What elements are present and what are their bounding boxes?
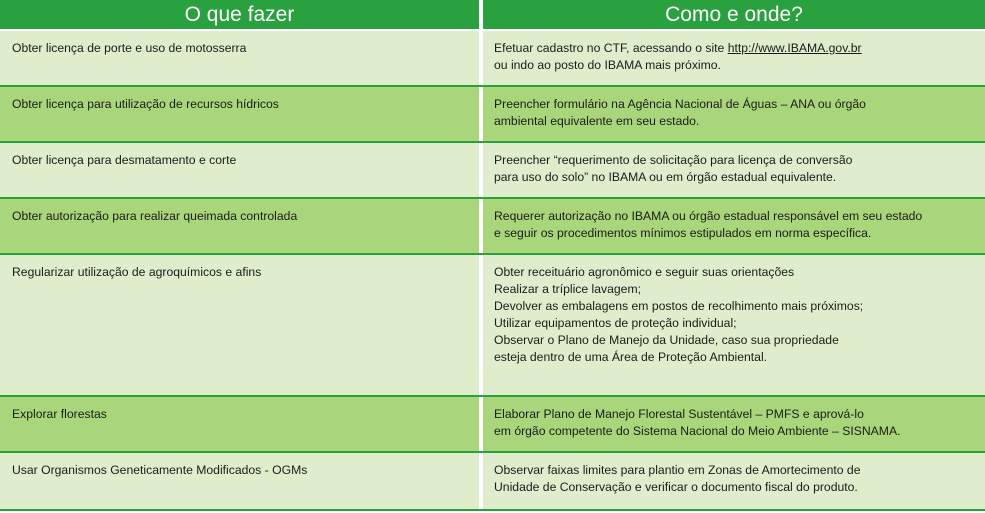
cell-how: Preencher “requerimento de solicitação para licença de conversão para uso do solo” no IBAMA ou em órgão estadual equivalente. (483, 143, 985, 197)
cell-what: Explorar florestas (0, 397, 479, 451)
header-how-and-where: Como e onde? (483, 0, 985, 29)
cell-what: Obter licença para desmatamento e corte (0, 143, 479, 197)
table-row (0, 199, 985, 253)
table-row (0, 31, 985, 85)
ibama-link[interactable]: http://www.IBAMA.gov.br (727, 41, 862, 55)
cell-what: Usar Organismos Geneticamente Modificados - OGMs (0, 453, 479, 509)
cell-how: Preencher formulário na Agência Nacional de Águas – ANA ou órgão ambiental equivalente em seu estado. (483, 87, 985, 141)
table-row (0, 453, 985, 509)
cell-how: Requerer autorização no IBAMA ou órgão estadual responsável em seu estado e seguir os procedimentos mínimos estipulados em norma específica. (483, 199, 985, 253)
cell-what: Regularizar utilização de agroquímicos e afins (0, 255, 479, 395)
cell-how: Observar faixas limites para plantio em Zonas de Amortecimento de Unidade de Conservação e verificar o documento fiscal do produto. (483, 453, 985, 509)
cell-how: Obter receituário agronômico e seguir suas orientações Realizar a tríplice lavagem; Devolver as embalagens em postos de recolhimento mais próximos; Utilizar equipamentos de proteção individual; Observar o Plano de Manejo da Unidade, caso sua propriedade esteja dentro de uma Área de Proteção Ambiental. (483, 255, 985, 395)
table-row (0, 87, 985, 141)
header-what-to-do: O que fazer (0, 0, 479, 29)
table-row (0, 143, 985, 197)
table-row (0, 255, 985, 395)
table-row (0, 397, 985, 451)
cell-what: Obter licença de porte e uso de motosserra (0, 31, 479, 85)
cell-how: Elaborar Plano de Manejo Florestal Sustentável – PMFS e aprová-lo em órgão competente do Sistema Nacional do Meio Ambiente – SISNAMA. (483, 397, 985, 451)
row-divider (0, 509, 985, 511)
cell-what: Obter autorização para realizar queimada controlada (0, 199, 479, 253)
cell-what: Obter licença para utilização de recursos hídricos (0, 87, 479, 141)
cell-how: Efetuar cadastro no CTF, acessando o site http://www.IBAMA.gov.br ou indo ao posto do IBAMA mais próximo. (483, 31, 985, 85)
